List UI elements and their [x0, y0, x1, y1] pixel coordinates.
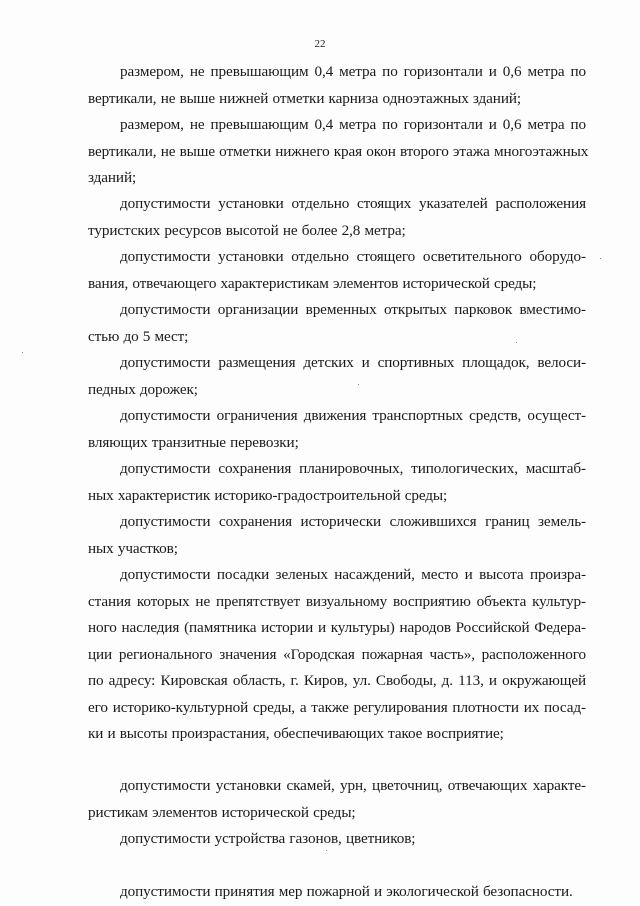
paragraph — [88, 59, 586, 112]
paragraph — [88, 879, 586, 906]
text-line: ции регионального значения «Городская пожарная часть», расположенного — [88, 645, 586, 663]
text-line: допустимости устройства газонов, цветников; — [120, 830, 416, 847]
text-line: допустимости ограничения движения транспортных средств, осущест- — [120, 407, 586, 424]
paragraph — [88, 773, 586, 826]
text-line: по адресу: Кировская область, г. Киров, ул. Свободы, д. 113, и окружающей — [88, 672, 586, 689]
scan-speck — [600, 258, 601, 259]
paragraph — [88, 456, 586, 509]
paragraph — [88, 297, 586, 350]
paragraph — [88, 191, 586, 244]
paragraph — [88, 509, 586, 562]
text-line: стью до 5 мест; — [88, 327, 189, 345]
paragraph — [88, 826, 586, 853]
scan-speck — [358, 384, 359, 385]
paragraph — [88, 350, 586, 403]
text-line: его историко-культурной среды, а также регулирования плотности их посад- — [88, 698, 586, 716]
scan-speck — [22, 352, 23, 353]
text-line: вертикали, не выше нижней отметки карниза одноэтажных зданий; — [88, 89, 522, 107]
text-line: допустимости организации временных открытых парковок вместимо- — [120, 301, 586, 318]
text-line: ных участков; — [88, 539, 178, 557]
text-line: стания которых не препятствует визуальному восприятию объекта культур- — [88, 592, 586, 610]
text-line: размером, не превышающим 0,4 метра по горизонтали и 0,6 метра по — [120, 63, 586, 80]
text-line: вания, отвечающего характеристикам элементов исторической среды; — [88, 274, 537, 292]
text-line: допустимости установки отдельно стоящих указателей расположения — [120, 195, 586, 212]
paragraph — [88, 244, 586, 297]
scan-speck — [516, 342, 517, 343]
paragraph — [88, 403, 586, 456]
text-line: вляющих транзитные перевозки; — [88, 433, 299, 451]
text-line: зданий; — [88, 169, 137, 186]
text-line: размером, не превышающим 0,4 метра по горизонтали и 0,6 метра по — [120, 116, 586, 133]
text-line: допустимости размещения детских и спортивных площадок, велоси- — [120, 354, 586, 371]
text-line: ного наследия (памятника истории и культуры) народов Российской Федера- — [88, 619, 586, 636]
scan-speck — [326, 850, 327, 851]
text-line: допустимости сохранения планировочных, типологических, масштаб- — [120, 460, 586, 477]
text-line: допустимости принятия мер пожарной и экологической безопасности. — [120, 883, 573, 900]
paragraph — [88, 562, 586, 748]
text-line: допустимости посадки зеленых насаждений, место и высота произра- — [120, 566, 586, 583]
text-line: туристских ресурсов высотой не более 2,8 метра; — [88, 221, 406, 239]
text-line: ных характеристик историко-градостроительной среды; — [88, 486, 448, 504]
paragraph — [88, 112, 589, 192]
text-line: педных дорожек; — [88, 380, 198, 398]
text-line: вертикали, не выше отметки нижнего края окон второго этажа многоэтажных — [88, 142, 589, 160]
text-line: допустимости сохранения исторически сложившихся границ земель- — [120, 513, 586, 530]
text-line: допустимости установки отдельно стоящего осветительного оборудо- — [120, 248, 586, 265]
text-line: ристикам элементов исторической среды; — [88, 803, 356, 821]
text-line: ки и высоты произрастания, обеспечивающих такое восприятие; — [88, 725, 504, 742]
page-number: 22 — [314, 38, 326, 50]
text-line: допустимости установки скамей, урн, цветочниц, отвечающих характе- — [120, 777, 586, 794]
